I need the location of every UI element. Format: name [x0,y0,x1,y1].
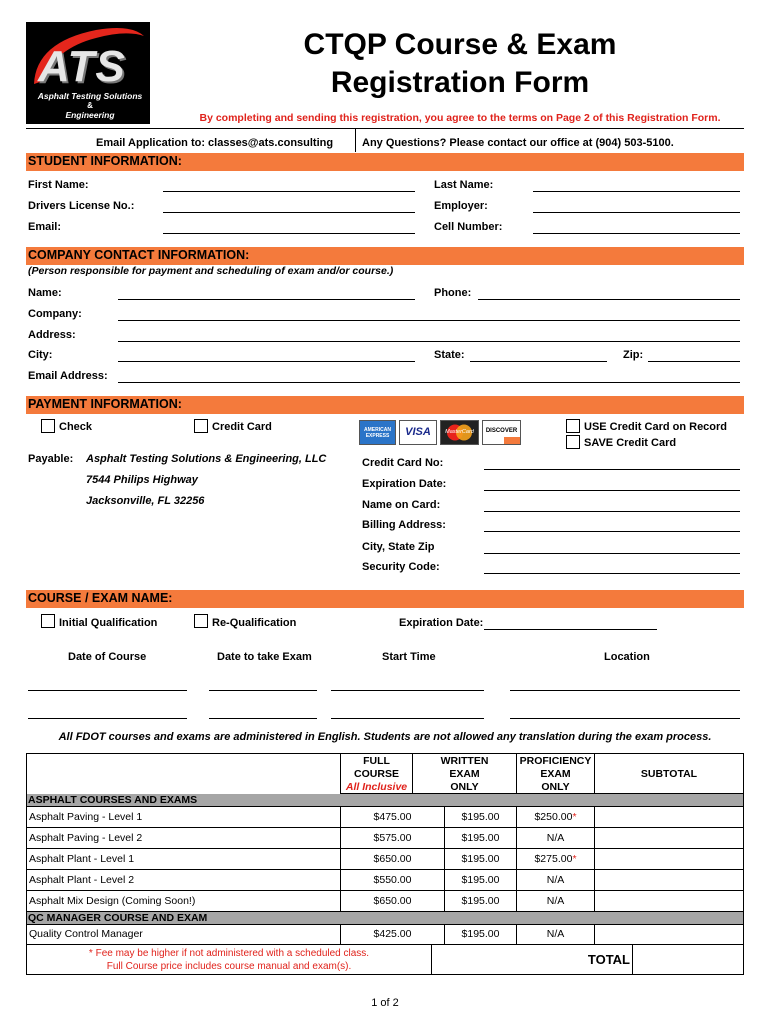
start-time-field-2[interactable] [331,718,484,719]
discover-text: DISCOVER [485,428,518,434]
city-label: City: [28,349,53,361]
first-name-field[interactable] [163,191,415,192]
table-row: Asphalt Paving - Level 1 [29,811,143,823]
contact-name-label: Name: [28,287,62,299]
city-state-zip-label: City, State Zip [362,541,435,553]
header-rule [26,128,744,129]
company-section-bar [26,247,744,265]
contact-name-field[interactable] [118,299,415,300]
drivers-license-field[interactable] [163,212,415,213]
written-price-cell [445,891,517,912]
last-name-field[interactable] [533,191,740,192]
payment-section-bar [26,396,744,414]
payee-street: 7544 Philips Highway [86,474,198,486]
footnote-2: Full Course price includes course manual and exam(s). [106,961,352,972]
date-of-course-field-2[interactable] [28,718,187,719]
logo [26,22,150,124]
course-section-bar [26,590,744,608]
company-note: (Person responsible for payment and scheduling of exam and/or course.) [28,265,394,277]
total-label-cell [432,945,633,975]
full-price-cell [341,891,445,912]
prof-price: N/A [546,928,565,940]
full-price-cell [341,925,445,945]
city-field[interactable] [118,361,415,362]
requalification-checkbox[interactable] [194,614,208,628]
terms-notice: By completing and sending this registration, you agree to the terms on Page 2 of this Registration Form. [199,112,721,124]
date-of-course-header: Date of Course [68,651,147,663]
city-state-zip-field[interactable] [484,553,740,554]
payee-name: Asphalt Testing Solutions & Engineering, LLC [86,453,327,465]
subtotal-cell[interactable] [595,828,744,849]
start-time-field-1[interactable] [331,690,484,691]
full-price-cell [341,807,445,828]
logo-sub-2: & [87,101,93,110]
company-heading: COMPANY CONTACT INFORMATION: [28,248,250,262]
full-header-sub: All Inclusive [345,781,408,793]
table-row [27,925,341,945]
course-heading: COURSE / EXAM NAME: [28,591,173,605]
section-qc [27,912,744,925]
prof-price: $275.00 [534,853,573,865]
email-address-field[interactable] [118,382,740,383]
location-field-1[interactable] [510,690,740,691]
student-section-bar [26,153,744,171]
fee-footnote-marker: * [572,811,577,823]
written-price-cell [445,828,517,849]
use-card-label: USE Credit Card on Record [584,421,728,433]
state-label: State: [434,349,465,361]
date-of-course-field-1[interactable] [28,690,187,691]
full-price: $650.00 [373,895,412,907]
mastercard-text: MasterCard [445,429,474,435]
email-field[interactable] [163,233,415,234]
subtotal-cell[interactable] [595,807,744,828]
security-code-field[interactable] [484,573,740,574]
prof-header-2: EXAM [540,768,571,780]
table-header-blank [27,754,341,794]
visa-icon [399,420,437,445]
zip-field[interactable] [648,361,740,362]
location-field-2[interactable] [510,718,740,719]
table-row [27,849,341,870]
written-price: $195.00 [461,811,500,823]
address-label: Address: [28,329,76,341]
logo-sub-1: Asphalt Testing Solutions [37,91,143,101]
cell-label: Cell Number: [434,221,503,233]
table-row: Asphalt Paving - Level 2 [29,832,143,844]
table-row: Asphalt Mix Design (Coming Soon!) [29,895,196,907]
date-to-take-exam-field-1[interactable] [209,690,317,691]
start-time-header: Start Time [382,651,436,663]
footnote-1: * Fee may be higher if not administered with a scheduled class. [88,948,370,959]
course-expiration-field[interactable] [484,629,657,630]
written-header-1: WRITTEN [440,755,489,767]
full-price: $425.00 [373,928,412,940]
table-row: Asphalt Plant - Level 2 [29,874,135,886]
english-notice: All FDOT courses and exams are administered in English. Students are not allowed any translation during the exam process. [58,731,712,743]
header-divider [355,128,356,152]
cc-expiration-label: Expiration Date: [362,478,447,490]
prof-price-cell [517,870,595,891]
payable-label: Payable: [28,453,74,465]
initial-qualification-label: Initial Qualification [59,617,158,629]
company-label: Company: [28,308,82,320]
name-on-card-field[interactable] [484,511,740,512]
questions-contact: Any Questions? Please contact our office at (904) 503-5100. [362,137,674,149]
amex-text: AMERICAN EXPRESS [364,427,391,439]
requalification-label: Re-Qualification [212,617,297,629]
zip-label: Zip: [623,349,644,361]
name-on-card-label: Name on Card: [362,499,441,511]
full-price-cell [341,828,445,849]
date-to-take-exam-header: Date to take Exam [217,651,312,663]
use-card-on-record-checkbox[interactable] [566,419,580,433]
full-course-header [341,754,413,794]
footnote-cell [27,945,432,975]
table-row [27,870,341,891]
prof-price-cell [517,925,595,945]
prof-header-1: PROFICIENCY [519,755,592,767]
date-to-take-exam-field-2[interactable] [209,718,317,719]
subtotal-cell[interactable] [595,925,744,945]
email-application: Email Application to: classes@ats.consulting [96,137,334,149]
subtotal-cell[interactable] [595,849,744,870]
phone-label: Phone: [434,287,472,299]
full-price: $575.00 [373,832,412,844]
proficiency-exam-header [517,754,595,794]
logo-sub-3: Engineering [65,110,115,120]
page-title-line1: CTQP Course & Exam [303,28,617,61]
written-exam-header [413,754,517,794]
prof-price-cell [517,807,595,828]
page-title-line2: Registration Form [330,66,590,99]
last-name-label: Last Name: [434,179,494,191]
course-name: Quality Control Manager [29,928,143,940]
full-price: $650.00 [373,853,412,865]
table-row [27,807,341,828]
email-label: Email: [28,221,62,233]
prof-price-cell [517,891,595,912]
course-expiration-label: Expiration Date: [399,617,484,629]
full-header-2: COURSE [354,768,399,780]
security-code-label: Security Code: [362,561,440,573]
full-price-cell [341,849,445,870]
written-price: $195.00 [461,832,500,844]
section-asphalt-title: ASPHALT COURSES AND EXAMS [28,794,198,806]
prof-price: N/A [546,874,565,886]
cc-expiration-field[interactable] [484,490,740,491]
written-price-cell [445,807,517,828]
visa-text: VISA [405,426,431,438]
check-checkbox[interactable] [41,419,55,433]
written-price: $195.00 [461,928,500,940]
credit-card-checkbox[interactable] [194,419,208,433]
subtotal-cell[interactable] [595,870,744,891]
fee-footnote-marker: * [572,853,577,865]
written-price-cell [445,870,517,891]
phone-field[interactable] [478,299,740,300]
first-name-label: First Name: [28,179,89,191]
email-address-label: Email Address: [28,370,108,382]
employer-field[interactable] [533,212,740,213]
prof-price: N/A [546,895,565,907]
total-label: TOTAL [587,952,630,967]
full-price: $550.00 [373,874,412,886]
student-heading: STUDENT INFORMATION: [28,154,182,168]
subtotal-cell[interactable] [595,891,744,912]
save-card-label: SAVE Credit Card [584,437,677,449]
written-price: $195.00 [461,874,500,886]
billing-address-label: Billing Address: [362,519,446,531]
full-header-1: FULL [363,755,390,767]
prof-price: N/A [546,832,565,844]
drivers-license-label: Drivers License No.: [28,200,135,212]
payee-city: Jacksonville, FL 32256 [86,495,205,507]
check-label: Check [59,421,93,433]
subtotal-header-text: SUBTOTAL [640,768,698,780]
prof-price-cell [517,849,595,870]
address-field[interactable] [118,341,740,342]
written-price: $195.00 [461,853,500,865]
written-header-3: ONLY [450,781,479,793]
section-asphalt [27,794,744,807]
state-field[interactable] [470,361,607,362]
discover-icon [482,420,521,445]
total-value-cell[interactable] [633,945,744,975]
prof-header-3: ONLY [541,781,570,793]
subtotal-header [595,754,744,794]
written-price-cell [445,849,517,870]
cell-field[interactable] [533,233,740,234]
prof-price-cell [517,828,595,849]
company-field[interactable] [118,320,740,321]
cc-number-label: Credit Card No: [362,457,444,469]
full-price-cell [341,870,445,891]
payment-heading: PAYMENT INFORMATION: [28,397,182,411]
written-price-cell [445,925,517,945]
location-header: Location [604,651,650,663]
billing-address-field[interactable] [484,531,740,532]
amex-icon [359,420,396,445]
prof-price: $250.00 [534,811,573,823]
logo-text: ATS [38,42,126,91]
save-card-checkbox[interactable] [566,435,580,449]
initial-qualification-checkbox[interactable] [41,614,55,628]
table-row: Asphalt Plant - Level 1 [29,853,135,865]
page-number: 1 of 2 [371,997,399,1009]
credit-card-label: Credit Card [212,421,272,433]
written-header-2: EXAM [449,768,480,780]
table-row [27,828,341,849]
fee-table [26,753,744,975]
table-row [27,891,341,912]
employer-label: Employer: [434,200,488,212]
cc-number-field[interactable] [484,469,740,470]
written-price: $195.00 [461,895,500,907]
full-price: $475.00 [373,811,412,823]
section-qc-title: QC MANAGER COURSE AND EXAM [28,912,208,924]
mastercard-icon [440,420,479,445]
